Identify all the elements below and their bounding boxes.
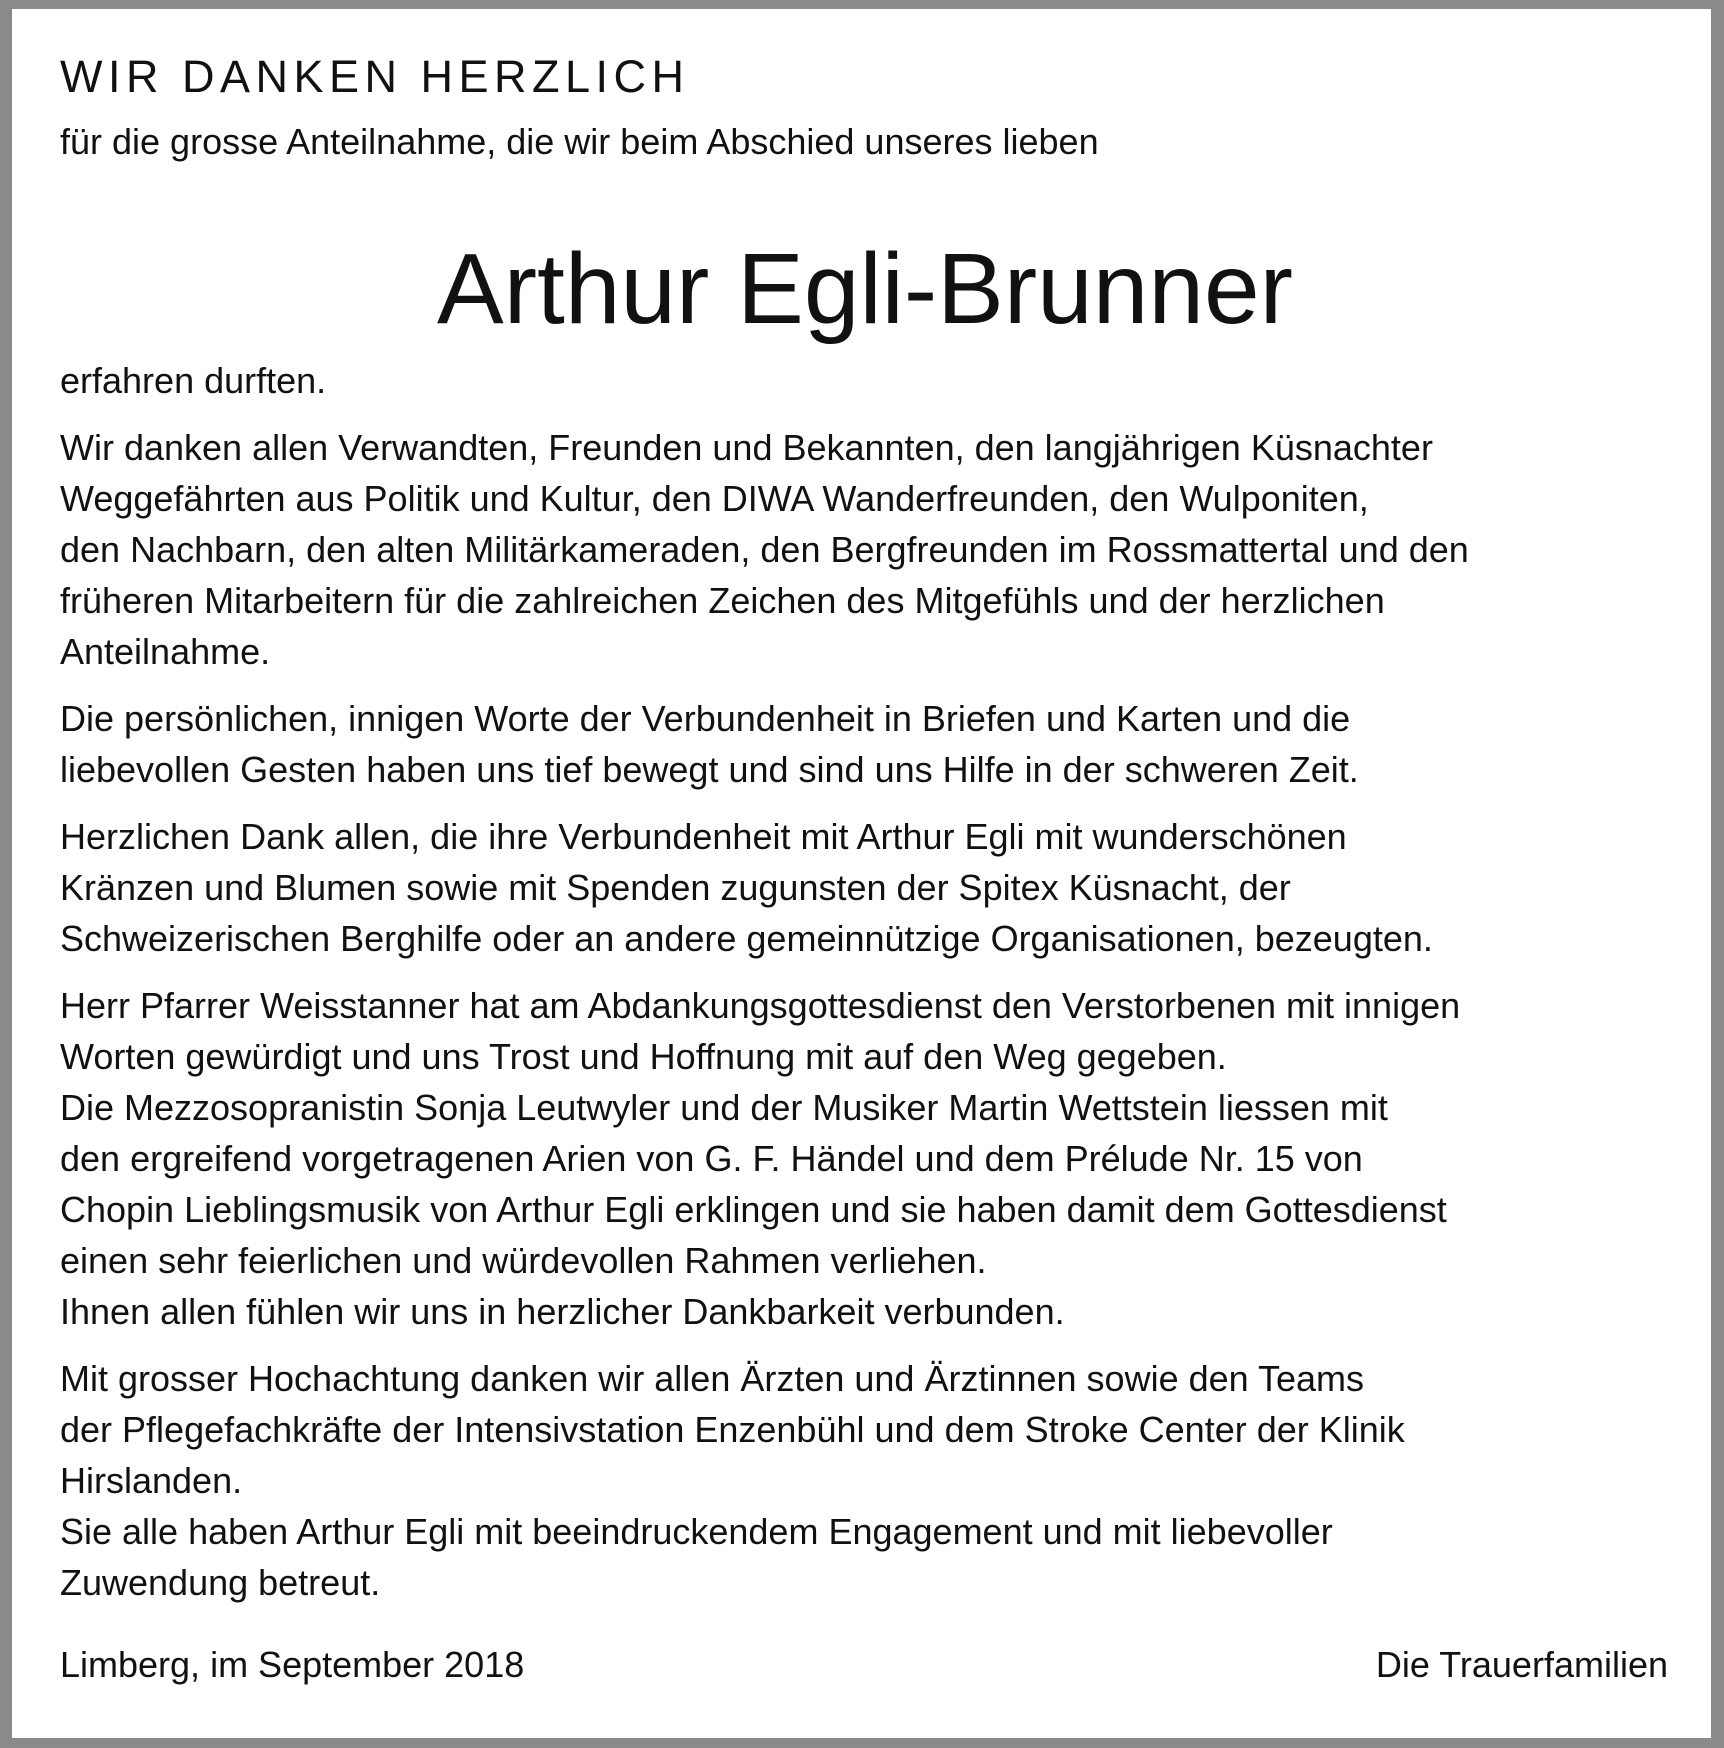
text-line: Anteilnahme. bbox=[60, 631, 271, 672]
text-line: Chopin Lieblingsmusik von Arthur Egli erklingen und sie haben damit dem Gottesdienst bbox=[60, 1189, 1447, 1230]
text-line: Wir danken allen Verwandten, Freunden und Bekannten, den langjährigen Küsnachter bbox=[60, 427, 1433, 468]
text-line: den Nachbarn, den alten Militärkameraden, den Bergfreunden im Rossmattertal und den bbox=[60, 529, 1469, 570]
text-line: den ergreifend vorgetragenen Arien von G. F. Händel und dem Prélude Nr. 15 von bbox=[60, 1138, 1363, 1179]
text-line: früheren Mitarbeitern für die zahlreichen Zeichen des Mitgefühls und der herzlichen bbox=[60, 580, 1385, 621]
deceased-name: Arthur Egli-Brunner bbox=[437, 233, 1293, 345]
place-date: Limberg, im September 2018 bbox=[60, 1644, 525, 1685]
notice-heading: WIR DANKEN HERZLICH bbox=[60, 51, 690, 102]
paragraph-4 bbox=[60, 980, 1670, 1337]
text-line: Die persönlichen, innigen Worte der Verbundenheit in Briefen und Karten und die bbox=[60, 698, 1351, 739]
text-line: Ihnen allen fühlen wir uns in herzlicher Dankbarkeit verbunden. bbox=[60, 1291, 1065, 1332]
text-line: Zuwendung betreut. bbox=[60, 1562, 381, 1603]
text-line: erfahren durften. bbox=[60, 360, 327, 401]
paragraph-1 bbox=[60, 422, 1670, 677]
text-line: Hirslanden. bbox=[60, 1460, 243, 1501]
text-line: Sie alle haben Arthur Egli mit beeindruckendem Engagement und mit liebevoller bbox=[60, 1511, 1333, 1552]
text-line: Worten gewürdigt und uns Trost und Hoffnung mit auf den Weg gegeben. bbox=[60, 1036, 1227, 1077]
paragraph-5 bbox=[60, 1353, 1670, 1608]
text-line: Herzlichen Dank allen, die ihre Verbundenheit mit Arthur Egli mit wunderschönen bbox=[60, 816, 1347, 857]
paragraph-2 bbox=[60, 693, 1670, 795]
text-line: liebevollen Gesten haben uns tief bewegt und sind uns Hilfe in der schweren Zeit. bbox=[60, 749, 1359, 790]
text-line: Herr Pfarrer Weisstanner hat am Abdankungsgottesdienst den Verstorbenen mit innigen bbox=[60, 985, 1461, 1026]
signature: Die Trauerfamilien bbox=[1375, 1644, 1668, 1685]
notice-footer bbox=[60, 1643, 1668, 1686]
text-line: Schweizerischen Berghilfe oder an andere gemeinnützige Organisationen, bezeugten. bbox=[60, 918, 1433, 959]
text-line: Kränzen und Blumen sowie mit Spenden zugunsten der Spitex Küsnacht, der bbox=[60, 867, 1291, 908]
text-line: Weggefährten aus Politik und Kultur, den DIWA Wanderfreunden, den Wulponiten, bbox=[60, 478, 1369, 519]
text-line: Mit grosser Hochachtung danken wir allen Ärzten und Ärztinnen sowie den Teams bbox=[60, 1358, 1365, 1399]
paragraph-3 bbox=[60, 811, 1670, 964]
text-line: der Pflegefachkräfte der Intensivstation Enzenbühl und dem Stroke Center der Klinik bbox=[60, 1409, 1405, 1450]
intro-line: für die grosse Anteilnahme, die wir beim Abschied unseres lieben bbox=[60, 121, 1099, 162]
text-line: Die Mezzosopranistin Sonja Leutwyler und der Musiker Martin Wettstein liessen mit bbox=[60, 1087, 1388, 1128]
paragraph-0 bbox=[60, 355, 1670, 406]
notice-body bbox=[60, 355, 1670, 1608]
text-line: einen sehr feierlichen und würdevollen Rahmen verliehen. bbox=[60, 1240, 987, 1281]
